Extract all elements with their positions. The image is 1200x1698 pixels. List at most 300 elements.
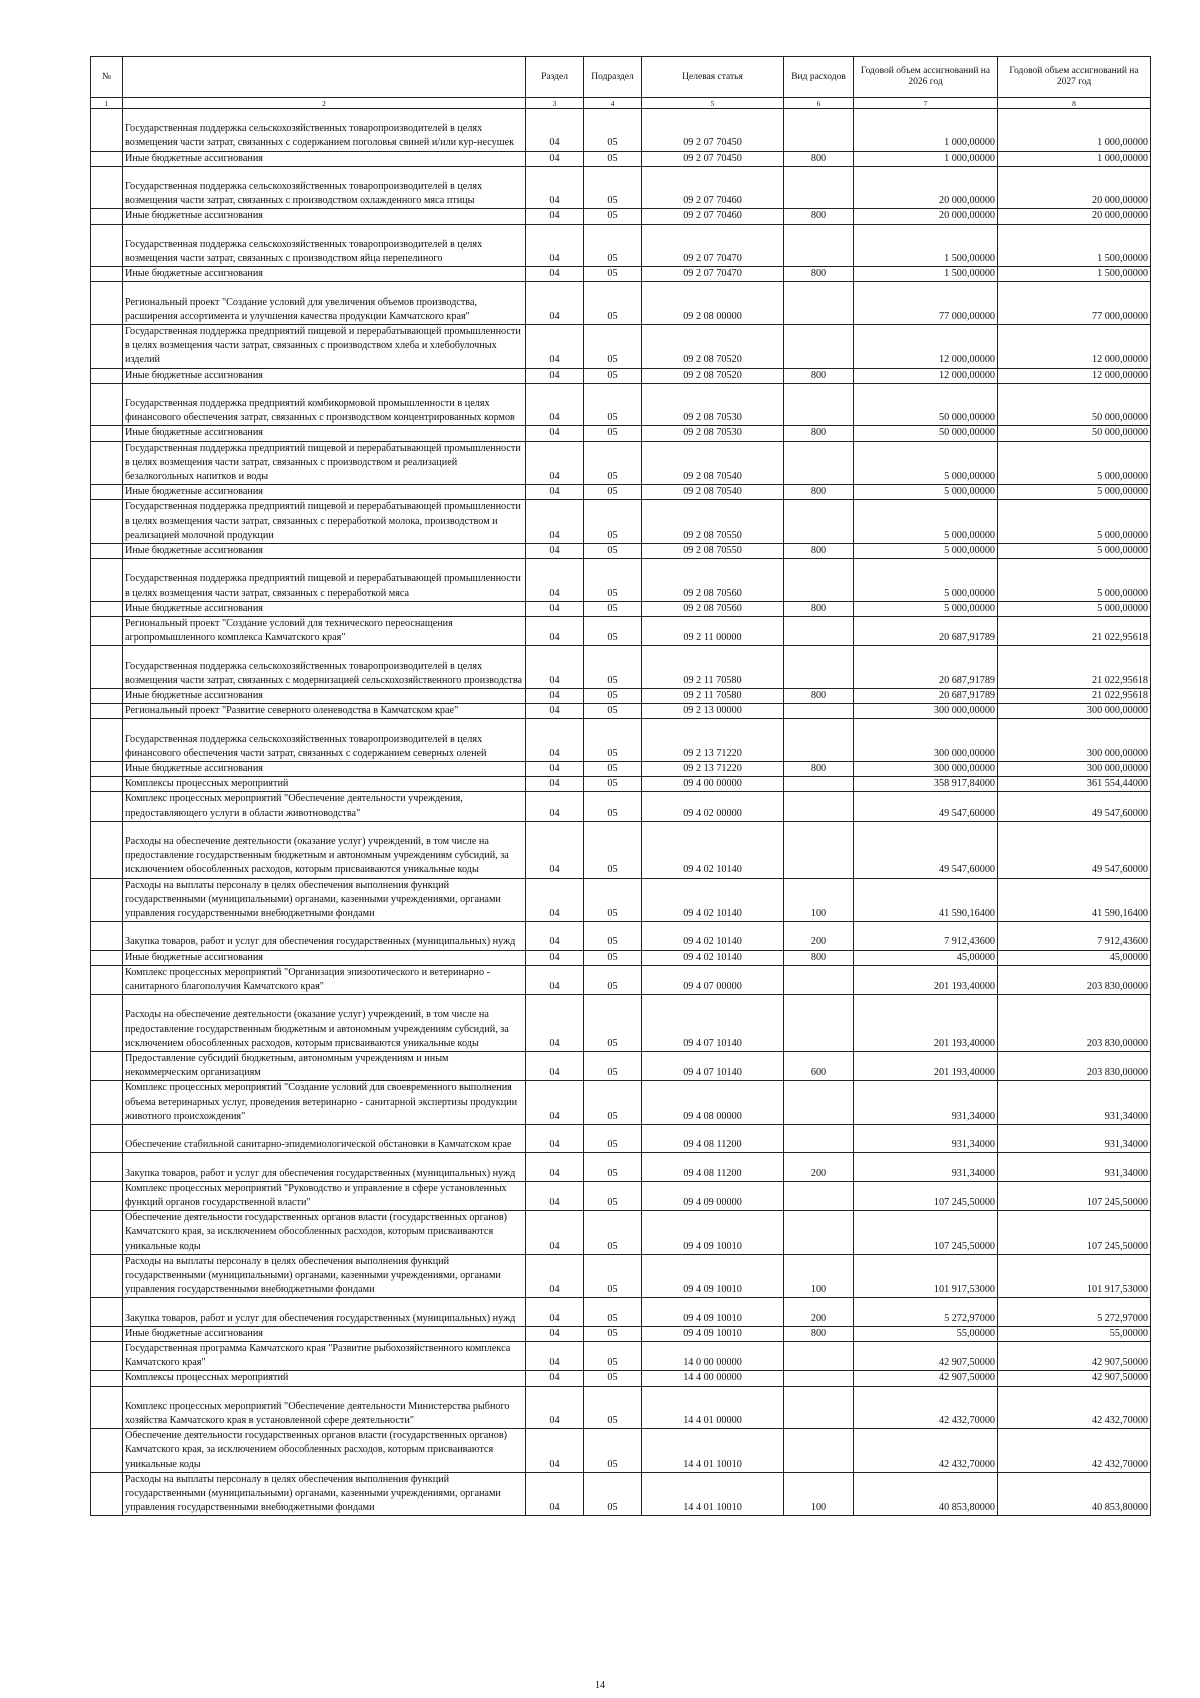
target-article-cell: 09 2 13 71220 [642,719,784,762]
volume-2026-cell: 931,34000 [854,1153,998,1181]
table-row [91,282,1151,325]
podrazdel-cell: 05 [584,792,642,821]
volume-2027-cell: 1 500,00000 [998,267,1151,282]
row-number-cell [91,1342,123,1371]
table-row [91,1052,1151,1081]
volume-2026-cell: 5 000,00000 [854,441,998,485]
row-number-cell [91,719,123,762]
expense-type-cell: 800 [784,950,854,965]
volume-2026-cell: 20 000,00000 [854,209,998,224]
volume-2027-cell: 7 912,43600 [998,922,1151,950]
podrazdel-cell: 05 [584,1472,642,1516]
volume-2026-cell: 1 500,00000 [854,224,998,267]
budget-table [90,56,1151,1516]
razdel-cell: 04 [526,224,584,267]
razdel-cell: 04 [526,368,584,383]
volume-2027-cell: 49 547,60000 [998,792,1151,821]
razdel-cell: 04 [526,426,584,441]
row-number-cell [91,617,123,646]
table-row [91,922,1151,950]
item-name: Обеспечение стабильной санитарно-эпидемиологической обстановки в Камчатском крае [123,1125,526,1153]
volume-2026-cell: 7 912,43600 [854,922,998,950]
podrazdel-cell: 05 [584,324,642,368]
razdel-cell: 04 [526,878,584,922]
item-name: Региональный проект "Создание условий для технического переоснащения агропромышленного комплекса Камчатского края" [123,617,526,646]
table-row [91,1472,1151,1516]
volume-2026-cell: 20 687,91789 [854,617,998,646]
item-name: Закупка товаров, работ и услуг для обеспечения государственных (муниципальных) нужд [123,1298,526,1326]
volume-2027-cell: 21 022,95618 [998,617,1151,646]
expense-type-cell: 800 [784,267,854,282]
razdel-cell: 04 [526,1429,584,1473]
volume-2027-cell: 203 830,00000 [998,995,1151,1052]
volume-2027-cell: 931,34000 [998,1125,1151,1153]
row-number-cell [91,601,123,616]
razdel-cell: 04 [526,646,584,689]
item-name: Предоставление субсидий бюджетным, автономным учреждениям и иным некоммерческим организациям [123,1052,526,1081]
podrazdel-cell: 05 [584,878,642,922]
table-row [91,950,1151,965]
podrazdel-cell: 05 [584,559,642,602]
target-article-cell: 09 4 09 10010 [642,1254,784,1298]
razdel-cell: 04 [526,821,584,878]
expense-type-cell [784,704,854,719]
row-number-cell [91,1298,123,1326]
target-article-cell: 09 2 08 70560 [642,601,784,616]
razdel-cell: 04 [526,441,584,485]
volume-2026-cell: 42 907,50000 [854,1342,998,1371]
table-row [91,719,1151,762]
volume-2026-cell: 300 000,00000 [854,704,998,719]
row-number-cell [91,151,123,166]
expense-type-cell: 200 [784,922,854,950]
razdel-cell: 04 [526,1153,584,1181]
expense-type-cell: 800 [784,1326,854,1341]
volume-2026-cell: 5 000,00000 [854,601,998,616]
razdel-cell: 04 [526,601,584,616]
volume-2027-cell: 203 830,00000 [998,1052,1151,1081]
volume-2027-cell: 931,34000 [998,1153,1151,1181]
volume-2026-cell: 41 590,16400 [854,878,998,922]
razdel-cell: 04 [526,1371,584,1386]
expense-type-cell [784,965,854,994]
podrazdel-cell: 05 [584,267,642,282]
item-name: Закупка товаров, работ и услуг для обеспечения государственных (муниципальных) нужд [123,1153,526,1181]
expense-type-cell [784,441,854,485]
item-name: Комплексы процессных мероприятий [123,777,526,792]
podrazdel-cell: 05 [584,719,642,762]
razdel-cell: 04 [526,1181,584,1210]
expense-type-cell [784,1342,854,1371]
volume-2026-cell: 101 917,53000 [854,1254,998,1298]
target-article-cell: 09 2 08 70530 [642,426,784,441]
item-name: Расходы на выплаты персоналу в целях обеспечения выполнения функций государственными (муниципальными) органами, казенными учреждениями, органами управления государственными внебюджетными фондами [123,1472,526,1516]
podrazdel-cell: 05 [584,689,642,704]
podrazdel-cell: 05 [584,1342,642,1371]
podrazdel-cell: 05 [584,383,642,426]
expense-type-cell [784,324,854,368]
razdel-cell: 04 [526,1342,584,1371]
expense-type-cell [784,500,854,544]
volume-2027-cell: 50 000,00000 [998,383,1151,426]
item-name: Закупка товаров, работ и услуг для обеспечения государственных (муниципальных) нужд [123,922,526,950]
header-target-article: Целевая статья [642,57,784,98]
table-row [91,1386,1151,1429]
podrazdel-cell: 05 [584,209,642,224]
table-row [91,704,1151,719]
volume-2026-cell: 20 687,91789 [854,689,998,704]
razdel-cell: 04 [526,995,584,1052]
target-article-cell: 09 2 07 70460 [642,209,784,224]
table-row [91,485,1151,500]
row-number-cell [91,965,123,994]
razdel-cell: 04 [526,1125,584,1153]
podrazdel-cell: 05 [584,1052,642,1081]
target-article-cell: 09 2 13 71220 [642,762,784,777]
podrazdel-cell: 05 [584,1326,642,1341]
volume-2027-cell: 49 547,60000 [998,821,1151,878]
row-number-cell [91,324,123,368]
header-razdel: Раздел [526,57,584,98]
table-row [91,1125,1151,1153]
volume-2026-cell: 931,34000 [854,1081,998,1125]
volume-2026-cell: 50 000,00000 [854,426,998,441]
volume-2026-cell: 107 245,50000 [854,1211,998,1255]
razdel-cell: 04 [526,109,584,152]
volume-2026-cell: 1 500,00000 [854,267,998,282]
expense-type-cell [784,383,854,426]
volume-2027-cell: 20 000,00000 [998,209,1151,224]
target-article-cell: 09 4 09 10010 [642,1211,784,1255]
expense-type-cell [784,719,854,762]
expense-type-cell [784,792,854,821]
table-row [91,601,1151,616]
item-name: Иные бюджетные ассигнования [123,267,526,282]
podrazdel-cell: 05 [584,617,642,646]
target-article-cell: 09 2 11 00000 [642,617,784,646]
row-number-cell [91,777,123,792]
target-article-cell: 09 2 07 70470 [642,224,784,267]
podrazdel-cell: 05 [584,995,642,1052]
page-number: 14 [595,1680,605,1691]
row-number-cell [91,485,123,500]
target-article-cell: 09 4 02 00000 [642,792,784,821]
expense-type-cell: 800 [784,426,854,441]
target-article-cell: 09 2 07 70450 [642,109,784,152]
row-number-cell [91,500,123,544]
item-name: Комплекс процессных мероприятий "Обеспечение деятельности Министерства рыбного хозяйства Камчатского края в установленной сфере деятельности" [123,1386,526,1429]
volume-2027-cell: 5 000,00000 [998,441,1151,485]
volume-2027-cell: 41 590,16400 [998,878,1151,922]
item-name: Государственная поддержка предприятий пищевой и перерабатывающей промышленности в целях возмещения части затрат, связанных с производством хлеба и хлебобулочных изделий [123,324,526,368]
podrazdel-cell: 05 [584,426,642,441]
expense-type-cell [784,821,854,878]
row-number-cell [91,368,123,383]
row-number-cell [91,950,123,965]
razdel-cell: 04 [526,559,584,602]
razdel-cell: 04 [526,267,584,282]
volume-2027-cell: 21 022,95618 [998,689,1151,704]
target-article-cell: 09 2 08 70560 [642,559,784,602]
volume-2027-cell: 5 000,00000 [998,500,1151,544]
row-number-cell [91,441,123,485]
podrazdel-cell: 05 [584,1211,642,1255]
volume-2026-cell: 5 000,00000 [854,485,998,500]
volume-2026-cell: 77 000,00000 [854,282,998,325]
table-row [91,544,1151,559]
target-article-cell: 09 2 11 70580 [642,689,784,704]
table-row [91,1211,1151,1255]
razdel-cell: 04 [526,777,584,792]
volume-2027-cell: 50 000,00000 [998,426,1151,441]
volume-2027-cell: 5 000,00000 [998,485,1151,500]
podrazdel-cell: 05 [584,485,642,500]
volume-2026-cell: 40 853,80000 [854,1472,998,1516]
target-article-cell: 09 2 07 70460 [642,166,784,209]
expense-type-cell: 800 [784,689,854,704]
column-number: 5 [642,98,784,109]
volume-2026-cell: 107 245,50000 [854,1181,998,1210]
table-row [91,965,1151,994]
item-name: Иные бюджетные ассигнования [123,209,526,224]
target-article-cell: 09 2 08 70550 [642,500,784,544]
table-row [91,995,1151,1052]
podrazdel-cell: 05 [584,441,642,485]
podrazdel-cell: 05 [584,646,642,689]
row-number-cell [91,224,123,267]
item-name: Государственная поддержка сельскохозяйственных товаропроизводителей в целях возмещения части затрат, связанных с модернизацией сельскохозяйственного производства [123,646,526,689]
table-row [91,821,1151,878]
expense-type-cell: 800 [784,209,854,224]
razdel-cell: 04 [526,1472,584,1516]
podrazdel-cell: 05 [584,224,642,267]
table-row [91,368,1151,383]
row-number-cell [91,995,123,1052]
row-number-cell [91,559,123,602]
row-number-cell [91,1052,123,1081]
table-row [91,224,1151,267]
item-name: Иные бюджетные ассигнования [123,151,526,166]
target-article-cell: 14 4 01 00000 [642,1386,784,1429]
volume-2027-cell: 300 000,00000 [998,704,1151,719]
expense-type-cell [784,1429,854,1473]
row-number-cell [91,821,123,878]
volume-2026-cell: 300 000,00000 [854,719,998,762]
table-row [91,267,1151,282]
item-name: Государственная поддержка предприятий пищевой и перерабатывающей промышленности в целях возмещения части затрат, связанных с производством и реализацией безалкогольных напитков и воды [123,441,526,485]
item-name: Иные бюджетные ассигнования [123,368,526,383]
podrazdel-cell: 05 [584,1081,642,1125]
target-article-cell: 09 4 07 10140 [642,1052,784,1081]
volume-2027-cell: 5 000,00000 [998,559,1151,602]
volume-2026-cell: 931,34000 [854,1125,998,1153]
volume-2027-cell: 107 245,50000 [998,1211,1151,1255]
target-article-cell: 09 2 08 70540 [642,485,784,500]
razdel-cell: 04 [526,719,584,762]
column-number-row [91,98,1151,109]
volume-2026-cell: 5 000,00000 [854,559,998,602]
target-article-cell: 09 4 09 10010 [642,1298,784,1326]
volume-2026-cell: 12 000,00000 [854,324,998,368]
volume-2027-cell: 40 853,80000 [998,1472,1151,1516]
item-name: Государственная поддержка сельскохозяйственных товаропроизводителей в целях финансового обеспечения части затрат, связанных с содержанием северных оленей [123,719,526,762]
item-name: Комплекс процессных мероприятий "Обеспечение деятельности учреждения, предоставляющего услуги в области животноводства" [123,792,526,821]
header-row [91,57,1151,98]
table-row [91,500,1151,544]
target-article-cell: 09 4 09 00000 [642,1181,784,1210]
expense-type-cell [784,1125,854,1153]
row-number-cell [91,646,123,689]
razdel-cell: 04 [526,1386,584,1429]
volume-2026-cell: 201 193,40000 [854,965,998,994]
header-volume-2026: Годовой объем ассигнований на 2026 год [854,57,998,98]
expense-type-cell [784,1211,854,1255]
volume-2027-cell: 42 907,50000 [998,1342,1151,1371]
target-article-cell: 14 4 01 10010 [642,1472,784,1516]
item-name: Иные бюджетные ассигнования [123,950,526,965]
target-article-cell: 09 4 08 00000 [642,1081,784,1125]
volume-2026-cell: 358 917,84000 [854,777,998,792]
expense-type-cell [784,109,854,152]
razdel-cell: 04 [526,544,584,559]
row-number-cell [91,1386,123,1429]
razdel-cell: 04 [526,1326,584,1341]
table-row [91,324,1151,368]
column-number: 4 [584,98,642,109]
table-row [91,1181,1151,1210]
table-row [91,151,1151,166]
target-article-cell: 09 2 07 70470 [642,267,784,282]
row-number-cell [91,1429,123,1473]
volume-2027-cell: 42 432,70000 [998,1429,1151,1473]
volume-2027-cell: 101 917,53000 [998,1254,1151,1298]
column-number: 6 [784,98,854,109]
table-row [91,1429,1151,1473]
expense-type-cell: 800 [784,368,854,383]
expense-type-cell: 100 [784,1254,854,1298]
volume-2026-cell: 1 000,00000 [854,109,998,152]
volume-2026-cell: 5 272,97000 [854,1298,998,1326]
volume-2027-cell: 42 432,70000 [998,1386,1151,1429]
table-row [91,617,1151,646]
podrazdel-cell: 05 [584,704,642,719]
volume-2026-cell: 55,00000 [854,1326,998,1341]
volume-2026-cell: 201 193,40000 [854,1052,998,1081]
podrazdel-cell: 05 [584,965,642,994]
row-number-cell [91,1472,123,1516]
expense-type-cell: 200 [784,1153,854,1181]
razdel-cell: 04 [526,922,584,950]
expense-type-cell [784,1386,854,1429]
table-row [91,426,1151,441]
row-number-cell [91,383,123,426]
table-row [91,1342,1151,1371]
expense-type-cell: 800 [784,485,854,500]
podrazdel-cell: 05 [584,950,642,965]
podrazdel-cell: 05 [584,777,642,792]
item-name: Иные бюджетные ассигнования [123,544,526,559]
item-name: Иные бюджетные ассигнования [123,485,526,500]
target-article-cell: 09 4 02 10140 [642,878,784,922]
expense-type-cell [784,1371,854,1386]
row-number-cell [91,689,123,704]
podrazdel-cell: 05 [584,368,642,383]
target-article-cell: 14 4 01 10010 [642,1429,784,1473]
volume-2026-cell: 201 193,40000 [854,995,998,1052]
volume-2027-cell: 5 000,00000 [998,544,1151,559]
target-article-cell: 09 2 08 70520 [642,368,784,383]
table-row [91,383,1151,426]
table-row [91,1081,1151,1125]
item-name: Государственная поддержка сельскохозяйственных товаропроизводителей в целях возмещения части затрат, связанных с производством яйца перепелиного [123,224,526,267]
razdel-cell: 04 [526,324,584,368]
row-number-cell [91,109,123,152]
expense-type-cell [784,1181,854,1210]
razdel-cell: 04 [526,1298,584,1326]
target-article-cell: 09 4 08 11200 [642,1125,784,1153]
table-row [91,878,1151,922]
razdel-cell: 04 [526,151,584,166]
razdel-cell: 04 [526,1081,584,1125]
column-number: 8 [998,98,1151,109]
item-name: Комплекс процессных мероприятий "Организация эпизоотического и ветеринарно - санитарного благополучия Камчатского края" [123,965,526,994]
target-article-cell: 09 2 08 70550 [642,544,784,559]
row-number-cell [91,1153,123,1181]
row-number-cell [91,762,123,777]
item-name: Иные бюджетные ассигнования [123,1326,526,1341]
table-body [91,109,1151,1516]
volume-2027-cell: 12 000,00000 [998,324,1151,368]
expense-type-cell: 800 [784,151,854,166]
expense-type-cell [784,617,854,646]
podrazdel-cell: 05 [584,282,642,325]
expense-type-cell: 600 [784,1052,854,1081]
podrazdel-cell: 05 [584,500,642,544]
expense-type-cell [784,995,854,1052]
volume-2026-cell: 5 000,00000 [854,544,998,559]
table-row [91,1153,1151,1181]
volume-2027-cell: 300 000,00000 [998,762,1151,777]
target-article-cell: 09 2 08 00000 [642,282,784,325]
item-name: Государственная поддержка сельскохозяйственных товаропроизводителей в целях возмещения части затрат, связанных с производством охлажденного мяса птицы [123,166,526,209]
volume-2027-cell: 107 245,50000 [998,1181,1151,1210]
header-volume-2027: Годовой объем ассигнований на 2027 год [998,57,1151,98]
volume-2026-cell: 1 000,00000 [854,151,998,166]
volume-2027-cell: 5 000,00000 [998,601,1151,616]
row-number-cell [91,166,123,209]
row-number-cell [91,267,123,282]
expense-type-cell [784,282,854,325]
podrazdel-cell: 05 [584,762,642,777]
expense-type-cell [784,559,854,602]
table-row [91,559,1151,602]
razdel-cell: 04 [526,792,584,821]
target-article-cell: 09 4 09 10010 [642,1326,784,1341]
target-article-cell: 09 4 02 10140 [642,950,784,965]
razdel-cell: 04 [526,1211,584,1255]
budget-table-sheet [90,56,1150,1516]
target-article-cell: 09 4 07 00000 [642,965,784,994]
target-article-cell: 09 2 07 70450 [642,151,784,166]
podrazdel-cell: 05 [584,1125,642,1153]
expense-type-cell [784,224,854,267]
razdel-cell: 04 [526,689,584,704]
razdel-cell: 04 [526,1052,584,1081]
volume-2026-cell: 42 907,50000 [854,1371,998,1386]
volume-2026-cell: 49 547,60000 [854,821,998,878]
table-row [91,1326,1151,1341]
volume-2027-cell: 55,00000 [998,1326,1151,1341]
